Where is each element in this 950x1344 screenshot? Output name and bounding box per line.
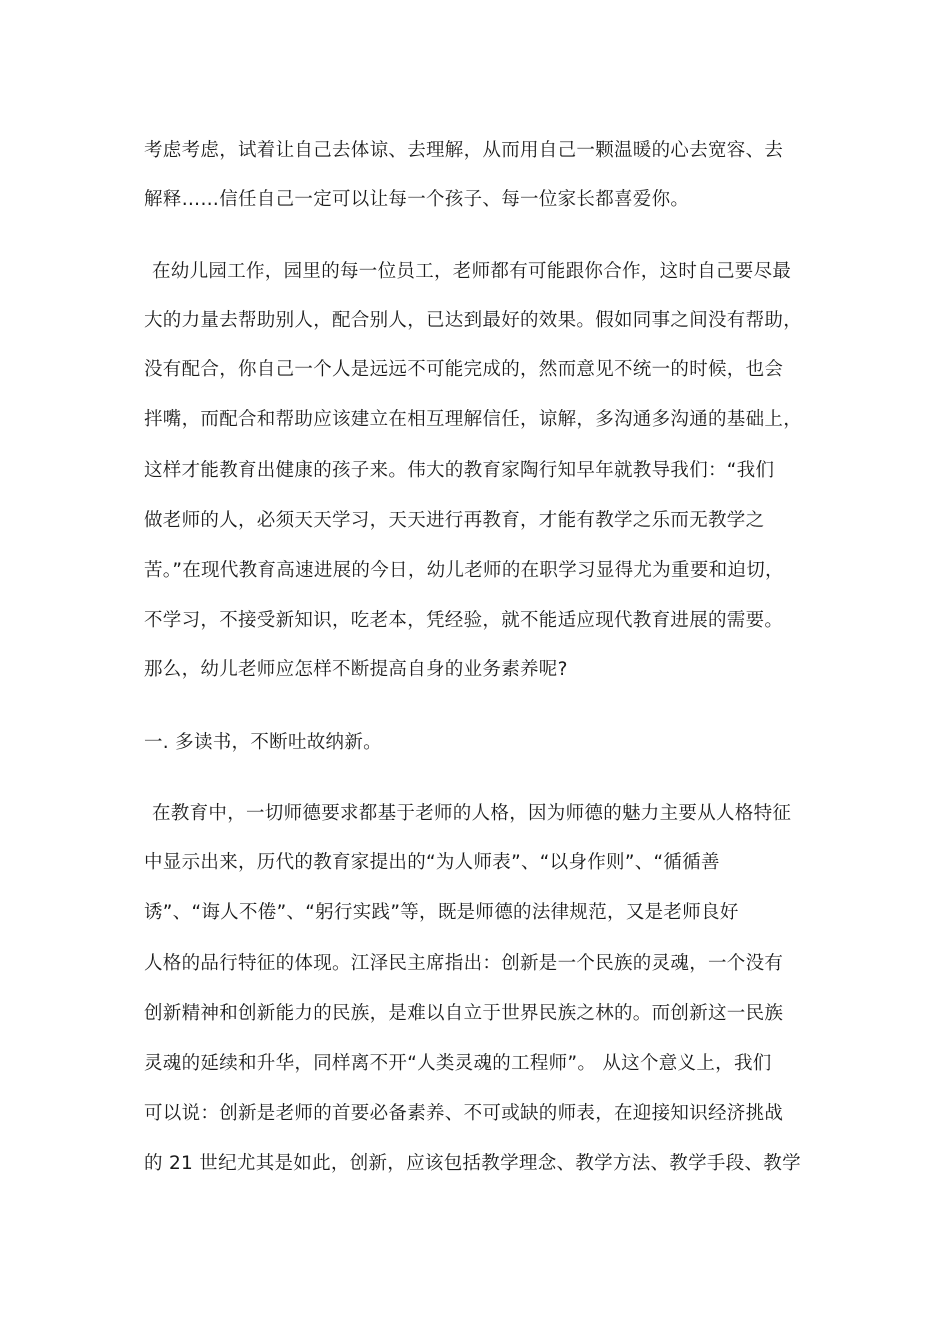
text-line: 的 21 世纪尤其是如此，创新，应该包括教学理念、教学方法、教学手段、教学 (144, 1153, 801, 1174)
text-line: 灵魂的延续和升华，同样离不开“人类灵魂的工程师”。 从这个意义上，我们 (144, 1053, 772, 1074)
text-line: 没有配合，你自己一个人是远远不可能完成的，然而意见不统一的时候，也会 (144, 359, 784, 380)
section-heading: 一. 多读书，不断吐故纳新。 (144, 732, 382, 753)
text-line: 人格的品行特征的体现。江泽民主席指出：创新是一个民族的灵魂，一个没有 (144, 953, 784, 974)
text-line: 那么，幼儿老师应怎样不断提高自身的业务素养呢? (144, 659, 568, 680)
text-line: 创新精神和创新能力的民族，是难以自立于世界民族之林的。而创新这一民族 (144, 1003, 784, 1024)
paragraph-start-line: 在幼儿园工作，园里的每一位员工，老师都有可能跟你合作，这时自己要尽最 (152, 261, 792, 282)
paragraph-start-line: 在教育中，一切师德要求都基于老师的人格，因为师德的魅力主要从人格特征 (152, 803, 792, 824)
text-line: 考虑考虑，试着让自己去体谅、去理解，从而用自己一颗温暖的心去宽容、去 (144, 140, 784, 161)
text-line: 这样才能教育出健康的孩子来。伟大的教育家陶行知早年就教导我们：“我们 (144, 460, 775, 481)
text-line: 拌嘴，而配合和帮助应该建立在相互理解信任，谅解，多沟通多沟通的基础上， (144, 409, 803, 430)
text-line: 大的力量去帮助别人，配合别人，已达到最好的效果。假如同事之间没有帮助， (144, 310, 803, 331)
text-line: 诱”、“诲人不倦”、“躬行实践”等，既是师德的法律规范，又是老师良好 (144, 902, 739, 923)
text-line: 可以说：创新是老师的首要必备素养、不可或缺的师表，在迎接知识经济挑战 (144, 1103, 784, 1124)
text-line: 做老师的人，必须天天学习，天天进行再教育，才能有教学之乐而无教学之 (144, 510, 765, 531)
text-line: 解释……信任自己一定可以让每一个孩子、每一位家长都喜爱你。 (144, 189, 690, 210)
text-line: 苦。”在现代教育高速进展的今日，幼儿老师的在职学习显得尤为重要和迫切， (144, 560, 784, 581)
text-line: 中显示出来，历代的教育家提出的“为人师表”、“以身作则”、“循循善 (144, 852, 720, 873)
text-line: 不学习，不接受新知识，吃老本，凭经验，就不能适应现代教育进展的需要。 (144, 610, 784, 631)
